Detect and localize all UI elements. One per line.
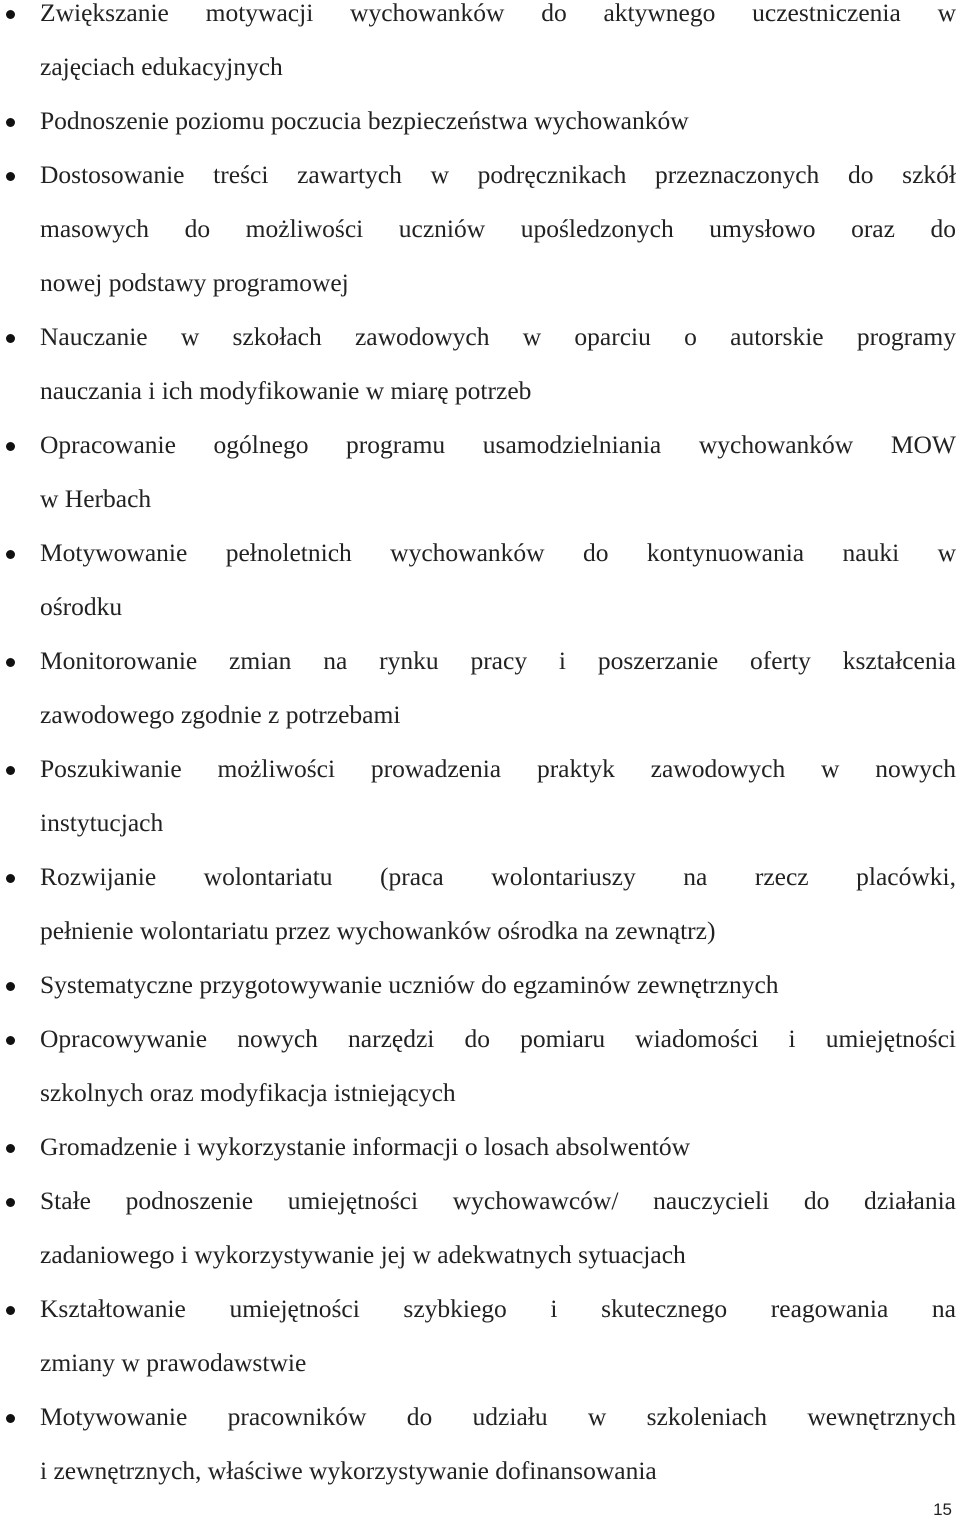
list-item-line: Motywowanie pracowników do udziału w szkoleniach wewnętrznych <box>40 1402 956 1431</box>
bullet-dot-icon <box>6 550 15 559</box>
list-item-line: Monitorowanie zmian na rynku pracy i poszerzanie oferty kształcenia <box>40 646 956 675</box>
page-number: 15 <box>933 1500 952 1519</box>
bullet-dot-icon <box>6 10 15 19</box>
list-item-line: Nauczanie w szkołach zawodowych w oparciu o autorskie programy <box>40 322 956 351</box>
bullet-dot-icon <box>6 1198 15 1207</box>
list-item-line: Systematyczne przygotowywanie uczniów do egzaminów zewnętrznych <box>40 970 779 999</box>
list-item <box>0 418 956 526</box>
list-item-line: Opracowywanie nowych narzędzi do pomiaru wiadomości i umiejętności <box>40 1024 956 1053</box>
list-item <box>0 1120 956 1174</box>
bullet-dot-icon <box>6 658 15 667</box>
bullet-dot-icon <box>6 1036 15 1045</box>
list-item-line: Opracowanie ogólnego programu usamodzielniania wychowanków MOW <box>40 430 956 459</box>
list-item-line: masowych do możliwości uczniów upośledzonych umysłowo oraz do <box>40 214 956 243</box>
list-item <box>0 634 956 742</box>
list-item <box>0 0 956 94</box>
list-item <box>0 850 956 958</box>
bullet-dot-icon <box>6 766 15 775</box>
list-item <box>0 1174 956 1282</box>
list-item <box>0 742 956 850</box>
list-item-line: Dostosowanie treści zawartych w podręcznikach przeznaczonych do szkół <box>40 160 956 189</box>
bullet-dot-icon <box>6 1306 15 1315</box>
list-item <box>0 94 956 148</box>
list-item-line: Podnoszenie poziomu poczucia bezpieczeństwa wychowanków <box>40 106 689 135</box>
list-item-line: Kształtowanie umiejętności szybkiego i skutecznego reagowania na <box>40 1294 956 1323</box>
bullet-dot-icon <box>6 334 15 343</box>
list-item-line: Motywowanie pełnoletnich wychowanków do kontynuowania nauki w <box>40 538 956 567</box>
list-item-line: w Herbach <box>40 484 152 513</box>
bullet-dot-icon <box>6 118 15 127</box>
list-item-line: szkolnych oraz modyfikacja istniejących <box>40 1078 456 1107</box>
list-item-line: zajęciach edukacyjnych <box>40 52 283 81</box>
list-item-line: zmiany w prawodawstwie <box>40 1348 307 1377</box>
bullet-dot-icon <box>6 172 15 181</box>
list-item-line: Stałe podnoszenie umiejętności wychowawców/ nauczycieli do działania <box>40 1186 956 1215</box>
list-item <box>0 958 956 1012</box>
bullet-dot-icon <box>6 982 15 991</box>
list-item <box>0 1390 956 1498</box>
list-item-line: Zwiększanie motywacji wychowanków do aktywnego uczestniczenia w <box>40 0 956 27</box>
list-item <box>0 310 956 418</box>
list-item-line: zawodowego zgodnie z potrzebami <box>40 700 401 729</box>
list-item <box>0 1282 956 1390</box>
bullet-dot-icon <box>6 1414 15 1423</box>
list-item-line: instytucjach <box>40 808 164 837</box>
list-item-line: nauczania i ich modyfikowanie w miarę potrzeb <box>40 376 532 405</box>
list-item-line: Poszukiwanie możliwości prowadzenia praktyk zawodowych w nowych <box>40 754 956 783</box>
list-item <box>0 526 956 634</box>
list-item-line: nowej podstawy programowej <box>40 268 349 297</box>
bullet-dot-icon <box>6 874 15 883</box>
bullet-dot-icon <box>6 1144 15 1153</box>
list-item-line: ośrodku <box>40 592 123 621</box>
bullet-dot-icon <box>6 442 15 451</box>
list-item-line: pełnienie wolontariatu przez wychowanków ośrodka na zewnątrz) <box>40 916 716 945</box>
list-item-line: Rozwijanie wolontariatu (praca wolontariuszy na rzecz placówki, <box>40 862 956 891</box>
list-item <box>0 148 956 310</box>
list-item-line: Gromadzenie i wykorzystanie informacji o losach absolwentów <box>40 1132 691 1161</box>
list-item <box>0 1012 956 1120</box>
list-item-line: zadaniowego i wykorzystywanie jej w adekwatnych sytuacjach <box>40 1240 686 1269</box>
list-item-line: i zewnętrznych, właściwe wykorzystywanie dofinansowania <box>40 1456 657 1485</box>
